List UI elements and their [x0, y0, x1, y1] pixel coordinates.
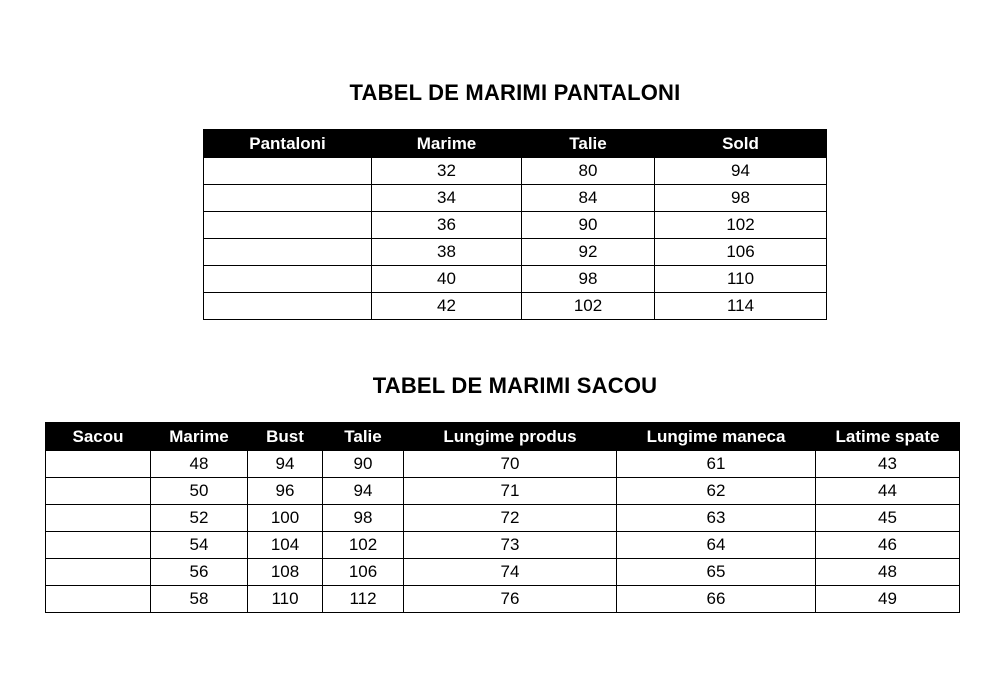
table-row	[204, 212, 827, 239]
table-row	[46, 586, 960, 613]
table-cell: 102	[522, 293, 655, 320]
table-cell	[46, 505, 151, 532]
table-cell: 38	[372, 239, 522, 266]
table-cell: 43	[816, 451, 960, 478]
table-cell: 64	[617, 532, 816, 559]
column-header-bust: Bust	[248, 423, 323, 451]
table-header-row	[46, 423, 960, 451]
table-cell: 100	[248, 505, 323, 532]
table-cell: 56	[151, 559, 248, 586]
table-cell: 76	[404, 586, 617, 613]
table-row	[204, 158, 827, 185]
table-cell: 62	[617, 478, 816, 505]
table-row	[46, 478, 960, 505]
table-row	[46, 451, 960, 478]
table-cell: 94	[655, 158, 827, 185]
table-cell: 54	[151, 532, 248, 559]
table-cell: 98	[655, 185, 827, 212]
column-header-lungime-produs: Lungime produs	[404, 423, 617, 451]
table-cell: 48	[816, 559, 960, 586]
column-header-pantaloni: Pantaloni	[204, 130, 372, 158]
table-cell: 90	[323, 451, 404, 478]
table-cell	[46, 478, 151, 505]
table-cell	[204, 212, 372, 239]
table-cell: 49	[816, 586, 960, 613]
table-cell: 32	[372, 158, 522, 185]
table-row	[204, 266, 827, 293]
table-cell: 58	[151, 586, 248, 613]
table-cell: 104	[248, 532, 323, 559]
table-cell: 52	[151, 505, 248, 532]
table-row	[204, 293, 827, 320]
table-cell	[46, 559, 151, 586]
table-cell: 80	[522, 158, 655, 185]
table-cell: 65	[617, 559, 816, 586]
table-row	[46, 532, 960, 559]
table-cell: 110	[248, 586, 323, 613]
table-cell: 106	[655, 239, 827, 266]
table-cell: 102	[655, 212, 827, 239]
table-cell: 94	[248, 451, 323, 478]
table-cell: 96	[248, 478, 323, 505]
table-cell: 40	[372, 266, 522, 293]
table-cell: 114	[655, 293, 827, 320]
table-cell: 63	[617, 505, 816, 532]
table-cell: 48	[151, 451, 248, 478]
sacou-size-table	[45, 422, 960, 613]
table-cell	[204, 293, 372, 320]
column-header-marime: Marime	[151, 423, 248, 451]
column-header-marime: Marime	[372, 130, 522, 158]
table-cell: 108	[248, 559, 323, 586]
table-row	[204, 185, 827, 212]
table-cell: 98	[522, 266, 655, 293]
column-header-sold: Sold	[655, 130, 827, 158]
table-cell: 36	[372, 212, 522, 239]
table-cell: 34	[372, 185, 522, 212]
table-cell: 66	[617, 586, 816, 613]
table-cell	[204, 266, 372, 293]
table-cell	[46, 586, 151, 613]
table-cell: 46	[816, 532, 960, 559]
table-cell: 71	[404, 478, 617, 505]
table-cell: 45	[816, 505, 960, 532]
column-header-lungime-maneca: Lungime maneca	[617, 423, 816, 451]
table-row	[204, 239, 827, 266]
table-cell: 44	[816, 478, 960, 505]
pantaloni-table-title: TABEL DE MARIMI PANTALONI	[349, 80, 681, 105]
table-cell	[204, 185, 372, 212]
column-header-talie: Talie	[522, 130, 655, 158]
sacou-table-title: TABEL DE MARIMI SACOU	[372, 373, 658, 398]
table-row	[46, 505, 960, 532]
table-header-row	[204, 130, 827, 158]
table-cell: 112	[323, 586, 404, 613]
table-cell: 70	[404, 451, 617, 478]
pantaloni-size-table	[203, 129, 827, 320]
column-header-latime-spate: Latime spate	[816, 423, 960, 451]
table-cell: 84	[522, 185, 655, 212]
table-cell	[204, 239, 372, 266]
table-cell: 61	[617, 451, 816, 478]
table-cell: 90	[522, 212, 655, 239]
table-cell: 106	[323, 559, 404, 586]
column-header-sacou: Sacou	[46, 423, 151, 451]
table-cell: 72	[404, 505, 617, 532]
table-cell: 50	[151, 478, 248, 505]
table-cell: 110	[655, 266, 827, 293]
table-cell	[46, 532, 151, 559]
table-cell: 74	[404, 559, 617, 586]
table-cell: 98	[323, 505, 404, 532]
table-cell: 92	[522, 239, 655, 266]
table-cell	[46, 451, 151, 478]
table-cell: 94	[323, 478, 404, 505]
table-cell: 102	[323, 532, 404, 559]
table-row	[46, 559, 960, 586]
table-cell: 42	[372, 293, 522, 320]
column-header-talie: Talie	[323, 423, 404, 451]
table-cell: 73	[404, 532, 617, 559]
table-cell	[204, 158, 372, 185]
